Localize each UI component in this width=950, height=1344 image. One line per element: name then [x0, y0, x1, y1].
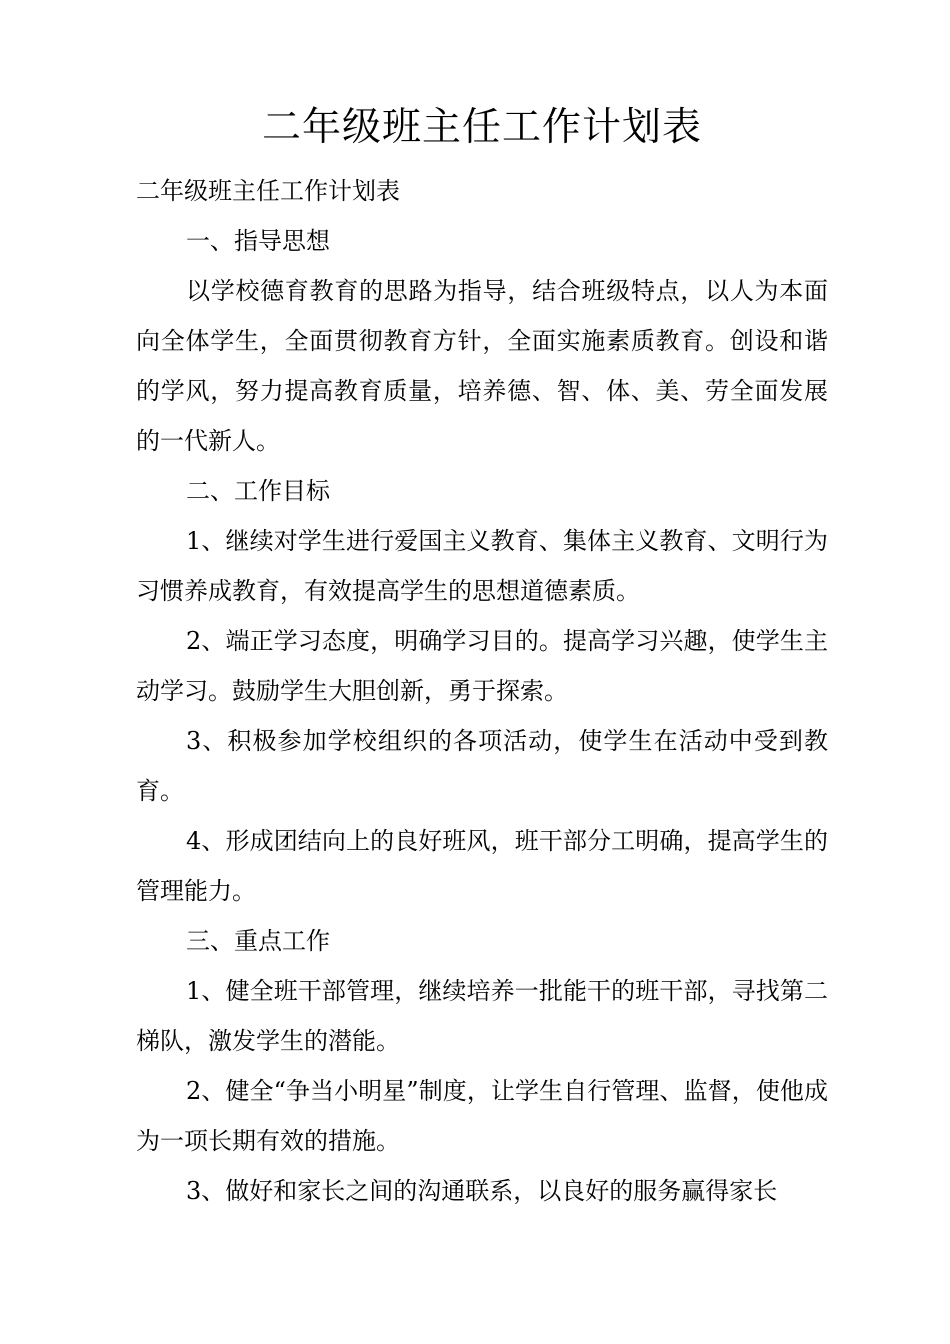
key-work-item-3: 3、做好和家长之间的沟通联系，以良好的服务赢得家长 — [186, 1177, 778, 1205]
section-heading-guiding-thought: 一、指导思想 — [186, 227, 330, 255]
goal-item-3: 3、积极参加学校组织的各项活动，使学生在活动中受到教育。 — [136, 727, 828, 805]
goal-item-2: 2、端正学习态度，明确学习目的。提高学习兴趣，使学生主动学习。鼓励学生大胆创新，勇于探索。 — [136, 627, 828, 705]
document-page — [136, 98, 828, 1216]
goal-item-4: 4、形成团结向上的良好班风，班干部分工明确，提高学生的管理能力。 — [136, 827, 828, 905]
section-heading-key-work: 三、重点工作 — [186, 927, 330, 955]
document-title: 二年级班主任工作计划表 — [261, 105, 702, 150]
paragraph-guiding-thought: 以学校德育教育的思路为指导，结合班级特点，以人为本面向全体学生，全面贯彻教育方针，全面实施素质教育。创设和谐的学风，努力提高教育质量，培养德、智、体、美、劳全面发展的一代新人。 — [136, 277, 828, 455]
key-work-item-2: 2、健全“争当小明星”制度，让学生自行管理、监督，使他成为一项长期有效的措施。 — [136, 1077, 828, 1155]
document-subtitle: 二年级班主任工作计划表 — [136, 177, 400, 205]
goal-item-1: 1、继续对学生进行爱国主义教育、集体主义教育、文明行为习惯养成教育，有效提高学生的思想道德素质。 — [136, 527, 828, 605]
key-work-item-1: 1、健全班干部管理，继续培养一批能干的班干部，寻找第二梯队，激发学生的潜能。 — [136, 977, 828, 1055]
section-heading-work-goals: 二、工作目标 — [186, 477, 330, 505]
